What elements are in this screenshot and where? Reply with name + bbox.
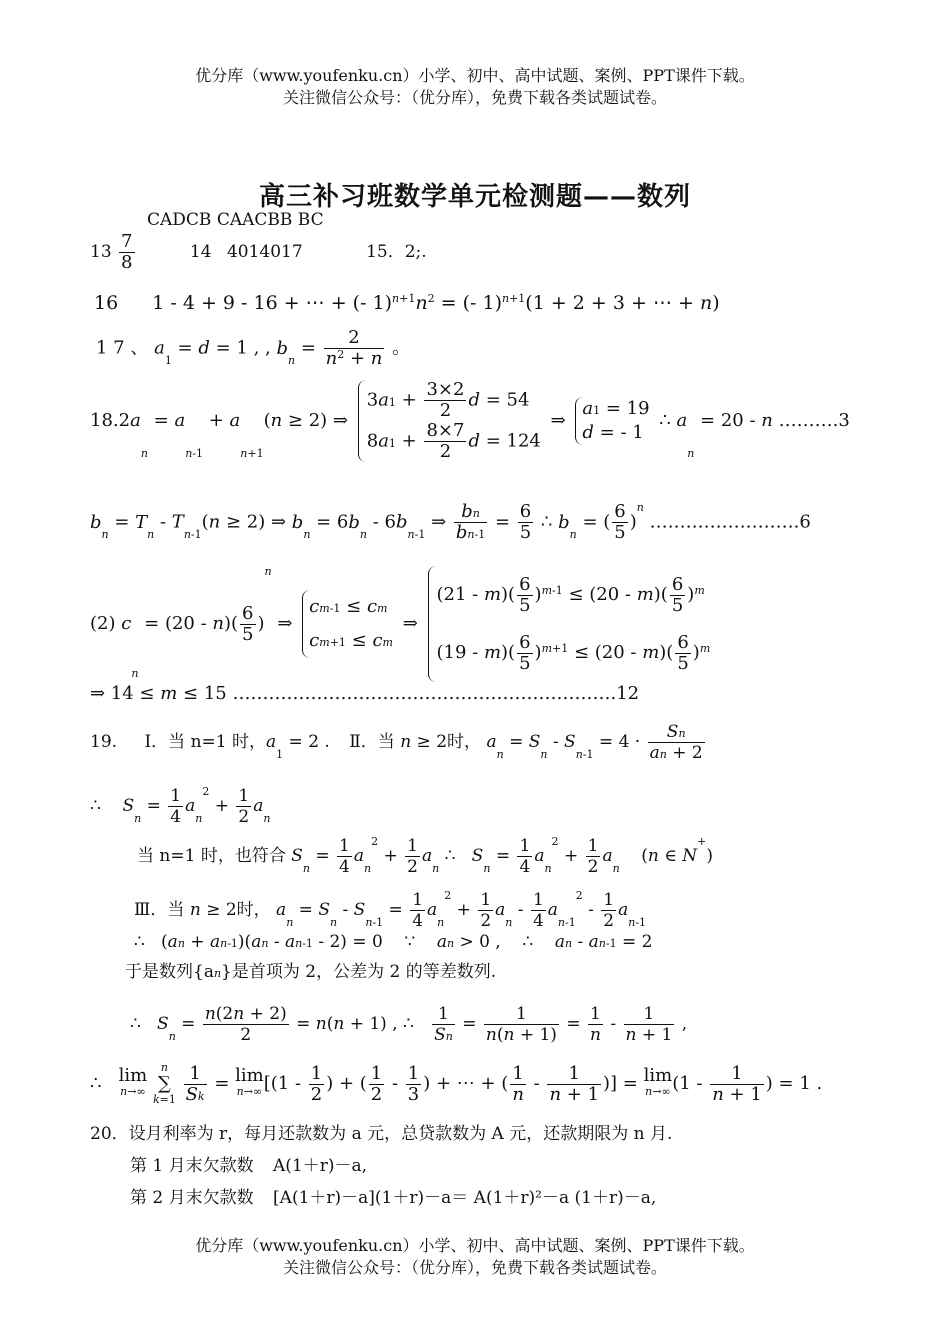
q13-15-line: [90, 232, 427, 273]
q15-label: 15．: [366, 242, 405, 262]
q18-part2: (2) $c_n = (20 - n)$( $\frac{6}{5}$ )$^n$ ⇒ $c_{m-1} \le c_m$ $c_{m+1} \le c_m$ ⇒ (21 - m)( $\frac{6}{5}$ )$^{m-1}$ ≤ (20 - m)( $\frac{6}{5}$ )$^m$ (19 - m)( $\frac{6}{5}$ )$^{m+1}$ ≤ (20 - m)( $\frac{6}{5}$ )$^m$: [90, 565, 711, 680]
q13-numerator: 7: [121, 231, 133, 252]
footer-line-2: 关注微信公众号：（优分库），免费下载各类试题试卷。: [282, 1258, 667, 1277]
q19-line-4: Ⅲ．当 n ≥ 2时， $a_n = S_n - S_{n-1}$ = $\frac{1}{4}$ $a_n^2$ + $\frac{1}{2}$ $a_n$ - $\frac{1}{4}$ $a_{n-1}^2$ - $\frac{1}{2}$ $a_{n-1}$: [134, 889, 647, 931]
q18-system-2: $a_1 = 19$ d = - 1: [575, 397, 649, 445]
q20-month1-value: A(1＋r)－a,: [273, 1156, 368, 1176]
q19-line-7: ∴ $S_n$ = $\frac{n(2n + 2)}{2}$ = n(n + 1) , ∴ $\frac{1}{S_n}$ = $\frac{1}{n(n + 1)}$ = $\frac{1}{n}$ - $\frac{1}{n + 1}$ ,: [130, 1004, 688, 1045]
q19-seq-text-2: }是首项为 2，公差为 2 的等差数列.: [221, 962, 497, 982]
choice-answers: CADCB CAACBB BC: [147, 210, 324, 230]
q17-fraction: $\frac{2}{n^2 + n}$: [325, 327, 383, 369]
q19-seq-text-1: 于是数列{a: [125, 962, 214, 982]
footer-line-1: 优分库（www.youfenku.cn）小学、初中、高中试题、案例、PPT课件下载。: [195, 1236, 755, 1255]
q18-label: 18.: [90, 410, 119, 431]
q19-case-2-suffix: 时，: [447, 732, 482, 752]
q19-line-8: ∴ lim n→∞ n ∑ k=1 $\frac{1}{S_k}$ = lim n→∞ [(1 - $\frac{1}{2}$ ) + ( $\frac{1}{2}$ - $\frac{1}{3}$ ) + ⋯ + ( $\frac{1}{n}$ - $\frac{1}{n + 1}$ )] = lim n→∞ (1 - $\frac{1}{n + 1}$ ) = 1 .: [90, 1061, 823, 1106]
q13-fraction: [119, 232, 134, 273]
q19-case-2: Ⅱ．当: [349, 732, 395, 752]
q19-case-3: Ⅲ．当: [134, 900, 185, 920]
q18-line-2: $b_n = T_n - T_{n-1}(n \ge 2)$ ⇒ $b_n = 6b_n - 6b_{n-1}$ ⇒ $\frac{b_n}{b_{n-1}}$ = $\frac{6}{5}$ ∴ $b_n$ = ( $\frac{6}{5}$ )$^n$ …………………….6: [90, 501, 811, 543]
q16-label: 16: [94, 292, 119, 314]
q19-when-n1: 当 n=1 时，也符合: [137, 846, 286, 866]
q18-score-3: ……….3: [778, 410, 850, 431]
q18-result: ⇒ 14 ≤ m ≤ 15 ……………………………………………………….12: [90, 683, 640, 704]
q20-month1-label: 第 1 月末欠款数: [130, 1156, 254, 1176]
q18-score-6: …………………….6: [649, 511, 811, 533]
q14-value: 4014017: [226, 242, 303, 262]
q16-line: 16 1 - 4 + 9 - 16 + ⋯ + (- $1)^{n+1}n^2$ = (- 1)$^{n+1}$(1 + 2 + 3 + ⋯ + n): [94, 292, 720, 314]
q18-line-1: $18.2a_n = a_{n-1} + a_{n+1}(n \ge 2)$ ⇒ $3a_1$ + $\frac{3\times 2}{2}$ d = 54 $8a_1$ + $\frac{8\times 7}{2}$ d = 124 ⇒ $a_1 = 19$ d = - 1 ∴ $a_n = 20 - n$ ……….3: [90, 379, 850, 462]
header-line-2: 关注微信公众号：（优分库），免费下载各类试题试卷。: [282, 88, 667, 107]
q17-line: 1 7 、 $a_1 = d = 1$ , , $b_n$ = $\frac{2}{n^2 + n}$ 。: [96, 327, 411, 369]
q20-text: 设月利率为 r，每月还款数为 a 元，总贷款数为 A 元，还款期限为 n 月.: [128, 1124, 673, 1144]
q19-line-2: ∴ $S_n$ = $\frac{1}{4}$ $a_n^2$ + $\frac{1}{2}$ $a_n$: [90, 785, 271, 827]
q19-line-1: 19. Ⅰ．当 n=1 时，$a_1 = 2$ . Ⅱ．当 n ≥ 2时， $a_n = S_n - S_{n-1} = 4$ · $\frac{S_n}{a_n + 2}$: [90, 722, 703, 763]
q15-value: 2;.: [404, 242, 427, 262]
q20-month2-value: [A(1＋r)－a](1＋r)－a＝ A(1＋r)²－a (1＋r)－a,: [273, 1188, 657, 1208]
q19-case-3-suffix: 时，: [236, 900, 271, 920]
q19-line-5: ∴ $(a_n + a_{n-1})(a_n - a_{n-1} - 2) = 0$ ∵ $a_n > 0$ , ∴ $a_n - a_{n-1} = 2$: [134, 932, 653, 952]
q20-month2-label: 第 2 月末欠款数: [130, 1188, 254, 1208]
q18-score-12: ……………………………………………………….12: [232, 683, 640, 704]
q19-label: 19.: [90, 732, 118, 752]
q20-label: 20．: [90, 1124, 129, 1144]
q13-label: 13: [90, 242, 112, 262]
q20-line-2: [130, 1156, 367, 1176]
q13-denominator: 8: [121, 252, 133, 273]
q19-line-3: 当 n=1 时，也符合 $S_n$ = $\frac{1}{4}$ $a_n^2$ + $\frac{1}{2}$ $a_n$ ∴ $S_n$ = $\frac{1}{4}$ $a_n^2$ + $\frac{1}{2}$ $a_n$ (n ∈ N+): [137, 835, 714, 877]
q18-part2-label: (2): [90, 613, 116, 634]
q20-line-3: [130, 1188, 656, 1208]
q17-label: 1 7 、: [96, 337, 149, 359]
q19-line-6: 于是数列$\{a_n\}$是首项为 2，公差为 2 的等差数列.: [125, 962, 497, 982]
header-line-1: 优分库（www.youfenku.cn）小学、初中、高中试题、案例、PPT课件下载。: [195, 66, 755, 85]
q20-line-1: [90, 1124, 672, 1144]
page-title: 高三补习班数学单元检测题——数列: [258, 182, 691, 212]
q14-label: 14: [189, 242, 212, 262]
q18-system-1: $3a_1$ + $\frac{3\times 2}{2}$ d = 54 $8a_1$ + $\frac{8\times 7}{2}$ d = 124: [358, 380, 541, 462]
q19-case-1: Ⅰ．当 n=1 时，: [144, 732, 266, 752]
